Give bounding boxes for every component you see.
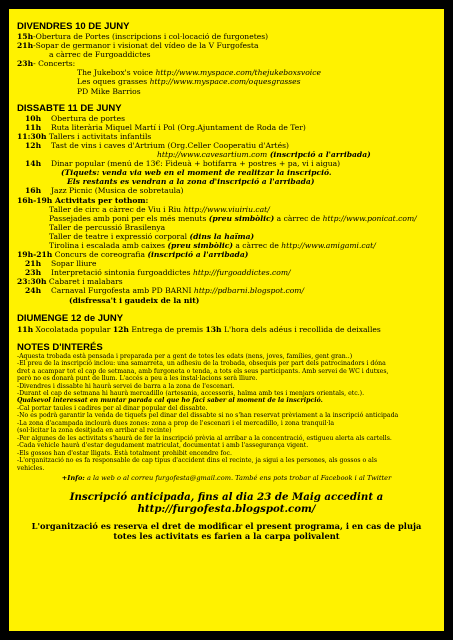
note-line: (sol·licitar la zona desitjada en arribar al recinte) bbox=[17, 427, 172, 435]
schedule-row: 16h Jazz Picnic (Musica de sobretaula) bbox=[25, 186, 184, 196]
concert-item: Les oques grasses http://www.myspace.com/oquesgrasses bbox=[77, 77, 301, 87]
note-line: però no es donarà punt de llum. L'accés a peu a les instal·lacions serà lliure. bbox=[17, 375, 258, 383]
link[interactable]: http://www.myspace.com/thejukeboxsvoice bbox=[155, 68, 321, 78]
link[interactable]: http://www.cavesartium.com bbox=[157, 150, 268, 160]
schedule-row: 21h Sopar lliure bbox=[25, 259, 97, 269]
schedule-row: 12h Tast de vins i caves d'Artrium (Org.Celler Cooperatiu d'Artés) bbox=[25, 140, 289, 150]
schedule-row: 23:30h Cabaret i malabars bbox=[17, 277, 123, 287]
activity-item: Taller de percussió Brasilenya bbox=[49, 222, 166, 232]
notes-heading: NOTES D'INTERÉS bbox=[17, 341, 103, 353]
concert-item: PD Mike Barrios bbox=[77, 86, 141, 96]
note-line: -Per algunes de les activitats s'haurà de fer la inscripció prèvia al arribar a la concentració, estigueu alerta als cartells. bbox=[17, 434, 392, 442]
activity-item: Taller de circ a càrrec de Viu i Riu http://www.viuiriu.cat/ bbox=[49, 204, 270, 214]
schedule-note: Els restants es vendran a la zona d'inscripció a l'arribada) bbox=[67, 177, 315, 187]
poster-frame bbox=[4, 4, 449, 636]
final-note bbox=[17, 521, 436, 541]
poster bbox=[9, 9, 444, 631]
note-line: -Aquesta trobada està pensada i preparada per a gent de totes les edats (nens, joves, famílies, gent gran..) bbox=[17, 352, 353, 360]
info-line: +Info: a la web o al correu furgofesta@gmail.com. També ens pots trobar al Facebook i al Twitter bbox=[61, 473, 392, 482]
note-line: -Cal portar taules i cadires per al dinar popular del dissabte. bbox=[17, 404, 208, 412]
activity-item: Tirolina i escalada amb caixes (preu simbòlic) a càrrec de http://www.amigami.cat/ bbox=[49, 240, 376, 250]
email-link[interactable]: furgofesta@gmail.com bbox=[155, 473, 231, 482]
friday-line: 15h-Obertura de Portes (inscripcions i col·locació de furgonetes) bbox=[17, 32, 269, 41]
final-note-line: totes les activitats es farien a la carpa polivalent bbox=[113, 531, 340, 542]
note-line: -La zona d'acampada inclourà dues zones: zona a prop de l'escenari i el mercadillo, i zona tranquil·la bbox=[17, 419, 335, 427]
registration-link[interactable]: http://furgofesta.blogspot.com/ bbox=[137, 503, 316, 516]
note-line: dret a acampar tot el cap de setmana, amb furgoneta o tenda, a tots els seus participants. Amb servei de WC i dutxes, bbox=[17, 367, 389, 375]
concert-item: The Jukebox's voice http://www.myspace.com/thejukeboxsvoice bbox=[77, 68, 321, 78]
notes-list bbox=[17, 405, 436, 472]
friday-heading: DIVENDRES 10 DE JUNY bbox=[17, 21, 130, 32]
activity-item: Passejades amb poni per els més menuts (preu simbòlic) a càrrec de http://www.ponicat.com/ bbox=[49, 213, 417, 223]
friday-line: 21h-Sopar de germanor i visionat del vídeo de la V Furgofesta bbox=[17, 41, 259, 51]
sunday-line: 11h Xocolatada popular 12h Entrega de premis 13h L'hora dels adéus i recollida de deixalles bbox=[17, 324, 381, 334]
note-line: -Cada vehicle haurà d'estar degudament matriculat, documentat i amb l'assegurança vigent. bbox=[17, 442, 309, 450]
notes-list bbox=[17, 353, 436, 398]
registration-line: Inscripció anticipada, fins al dia 23 de Maig accedint a bbox=[69, 490, 384, 503]
link[interactable]: http://www.viuiriu.cat/ bbox=[183, 204, 270, 214]
schedule-row: 10h Obertura de portes bbox=[25, 113, 125, 123]
friday-line: 23h- Concerts: bbox=[17, 59, 76, 69]
schedule-row: 24h Carnaval Furgofesta amb PD BARNI http://pdbarni.blogspot.com/ bbox=[25, 286, 305, 296]
schedule-note: (disfressa't i gaudeix de la nit) bbox=[69, 295, 200, 305]
schedule-row: 16h-19h Activitats per tothom: bbox=[17, 195, 149, 205]
note-line: -No es podrà garantir la venda de tiquets pel dinar del dissabte si no s'han reservat prèviament a la inscripció anticipada bbox=[17, 412, 399, 420]
final-note-line: L'organització es reserva el dret de modificar el present programa, i en cas de pluja bbox=[31, 521, 422, 532]
saturday-heading: DISSABTE 11 DE JUNY bbox=[17, 102, 122, 114]
link[interactable]: http://www.amigami.cat/ bbox=[281, 240, 376, 250]
note-line: -Durant el cap de setmana hi haurà mercadillo (artesania, accessoris, haïma amb tes i menjars orientals, etc.). bbox=[17, 389, 365, 397]
schedule-row: 14h Dinar popular (menú de 13€: Fideuà + botifarra + postres + pa, vi i aigua) bbox=[25, 159, 341, 169]
schedule-row: http://www.cavesartium.com (inscripció a l'arribada) bbox=[157, 150, 371, 160]
note-line: -Els gossos han d'estar lligats. Està totalment prohibit encendre foc. bbox=[17, 449, 232, 457]
note-line: -L'organització no es fa responsable de cap tipus d'accident dins el recinte, ja sigui a les persones, als gossos o als bbox=[17, 457, 377, 465]
schedule-note: (Tiquets: venda via web en el moment de realitzar la inscripció. bbox=[61, 168, 332, 178]
friday-line: a càrrec de Furgoaddictes bbox=[49, 50, 151, 60]
note-line: -El preu de la inscripció inclou: una samarreta, un adhesiu de la trobada, obsequis per part dels patrocinadors i dóna bbox=[17, 360, 386, 368]
notes-italic-line: Qualsevol interessat en muntar parada cal que ho faci saber al moment de la inscripció. bbox=[17, 397, 323, 405]
activity-item: Taller de teatre i expressió corporal (dins la haïma) bbox=[49, 231, 255, 241]
schedule-row: 23h Interpretació sintonia furgoaddictes http://furgoaddictes.com/ bbox=[25, 268, 291, 278]
schedule-row: 11h Ruta literària Miquel Martí i Pol (Org.Ajuntament de Roda de Ter) bbox=[25, 122, 306, 132]
schedule-row: 19h-21h Concurs de coreografia (inscripció a l'arribada) bbox=[17, 250, 249, 260]
note-line: -Divendres i dissabte hi haurà servei de barra a la zona de l'escenari. bbox=[17, 382, 235, 390]
note-line: vehicles. bbox=[17, 464, 45, 472]
link[interactable]: http://www.ponicat.com/ bbox=[322, 213, 417, 223]
link[interactable]: http://furgoaddictes.com/ bbox=[192, 268, 291, 278]
sunday-heading: DIUMENGE 12 de JUNY bbox=[17, 312, 124, 324]
link[interactable]: http://pdbarni.blogspot.com/ bbox=[193, 286, 305, 296]
schedule-row: 11:30h Tallers i activitats infantils bbox=[17, 131, 152, 141]
link[interactable]: http://www.myspace.com/oquesgrasses bbox=[149, 77, 301, 87]
